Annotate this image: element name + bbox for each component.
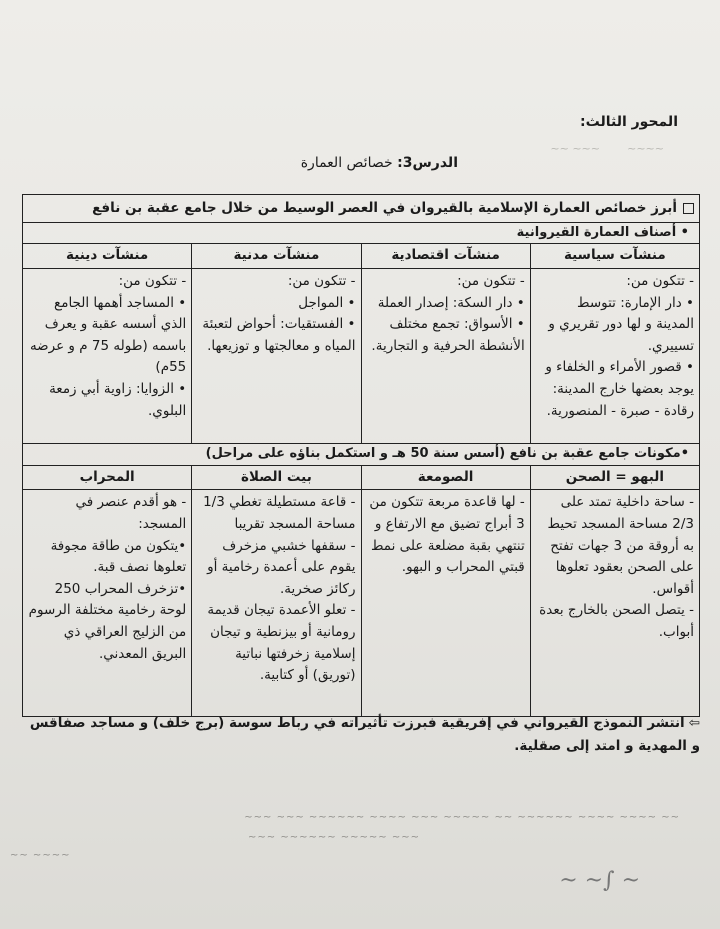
cell-line: - ساحة داخلية تمتد على 2/3 مساحة المسجد تحيط به أروقة من 3 جهات تفتح على الصحن بعقود تعلوها أقواس. [547, 494, 694, 597]
header-prayer-hall: بيت الصلاة [192, 465, 361, 490]
cell-line: - قاعة مستطيلة تغطي 1/3 مساحة المسجد تقريبا [203, 494, 356, 532]
cell-mihrab [23, 490, 192, 717]
question-row [23, 195, 700, 223]
lesson-title [301, 155, 458, 171]
cell-line: - تتكون من: [287, 272, 356, 289]
cell-economic [361, 268, 530, 443]
cell-prayer-hall [192, 490, 361, 717]
cell-line: - تتكون من: [626, 272, 694, 289]
cell-line: • الأسواق: تجمع مختلف الأنشطة الحرفية و التجارية. [371, 316, 525, 354]
cell-line: • المواجل [298, 294, 356, 311]
checkbox-square-icon [683, 203, 694, 214]
header-religious: منشآت دينية [23, 244, 192, 269]
header-political: منشآت سياسية [530, 244, 699, 269]
cell-line: • دار الإمارة: تتوسط المدينة و لها دور تقريري و تسييري. [548, 294, 694, 354]
cell-line: • الفستقيات: أحواض لتعبئة المياه و معالجتها و توزيعها. [202, 316, 356, 354]
cell-courtyard [530, 490, 699, 717]
cell-civil [192, 268, 361, 443]
cell-line: • الزوايا: زاوية أبي زمعة البلوي. [49, 380, 187, 419]
cell-line: • المساجد أهمها الجامع الذي أسسه عقبة و يعرف باسمه (طوله 75 م و عرضه 55م) [29, 294, 187, 376]
header-economic: منشآت اقتصادية [361, 244, 530, 269]
lesson-table [22, 194, 700, 717]
cell-religious [23, 268, 192, 443]
cell-line: - تتكون من: [457, 272, 525, 289]
cell-line: •تزخرف المحراب 250 لوحة رخامية مختلفة الرسوم من الزليج العراقي ذي البريق المعدني. [28, 580, 187, 662]
header-mihrab: المحراب [23, 465, 192, 490]
axis-title: المحور الثالث: [580, 114, 678, 130]
header-civil: منشآت مدنية [192, 244, 361, 269]
lesson-prefix: الدرس3: [397, 155, 458, 171]
cell-line: • قصور الأمراء و الخلفاء و يوجد بعضها خارج المدينة: رقادة - صبرة - المنصورية. [545, 359, 694, 419]
conclusion-text: انتشر النموذج القيرواني في إفريقية فبرزت تأثيراته في رباط سوسة (برج خلف) و مساجد صفاقس و المهدية و امتد إلى صقلية. [29, 715, 700, 754]
handwriting-scribble: ~ ∫~ ~ [559, 868, 640, 893]
faint-handwriting-3: ~~~~ ~~ [10, 850, 71, 861]
header-courtyard: البهو = الصحن [530, 465, 699, 490]
cell-line: - تتكون من: [118, 272, 187, 289]
cell-line: •يتكون من طاقة مجوفة تعلوها نصف قبة. [50, 537, 187, 576]
question-text: أبرز خصائص العمارة الإسلامية بالقيروان في العصر الوسيط من خلال جامع عقبة بن نافع [92, 200, 677, 216]
section1-title: • أصناف العمارة القيروانية [23, 222, 700, 244]
lesson-name: خصائص العمارة [300, 155, 393, 171]
cell-line: - تعلو الأعمدة تيجان قديمة رومانية أو بيزنطية و تيجان إسلامية زخرفتها نباتية (توريق) أو كتابية. [207, 602, 356, 684]
cell-political [530, 268, 699, 443]
section2-title: •مكونات جامع عقبة بن نافع (أسس سنة 50 هـ و استكمل بناؤه على مراحل) [23, 443, 700, 465]
faint-handwriting-2: ~~~ ~~~~~ ~~~~~~ ~~~ [248, 832, 420, 843]
faint-handwriting: ~~ ~~~~ ~~~~ ~~~~~~ ~~ ~~~~~ ~~~ ~~~~ ~~~~~~ ~~~ ~~~ [244, 812, 680, 823]
cell-line: • دار السكة: إصدار العملة [377, 294, 525, 311]
cell-line: - هو أقدم عنصر في المسجد: [75, 494, 187, 532]
cell-minaret [361, 490, 530, 717]
cell-line: - يتصل الصحن بالخارج بعدة أبواب. [539, 602, 694, 640]
header-minaret: الصومعة [361, 465, 530, 490]
conclusion [22, 712, 700, 758]
arrow-left-icon: ⇦ [688, 715, 700, 731]
faint-bleed-text-2: ~~~~ [627, 142, 664, 155]
cell-line: - لها قاعدة مربعة تتكون من 3 أبراج تضيق مع الارتفاع و تنتهي بقبة مضلعة على نمط قبتي المحراب و البهو. [369, 494, 525, 576]
faint-bleed-text: ~~~ ~~ [550, 142, 600, 155]
cell-line: - سقفها خشبي مزخرف يقوم على أعمدة رخامية أو ركائز صخرية. [207, 537, 356, 597]
